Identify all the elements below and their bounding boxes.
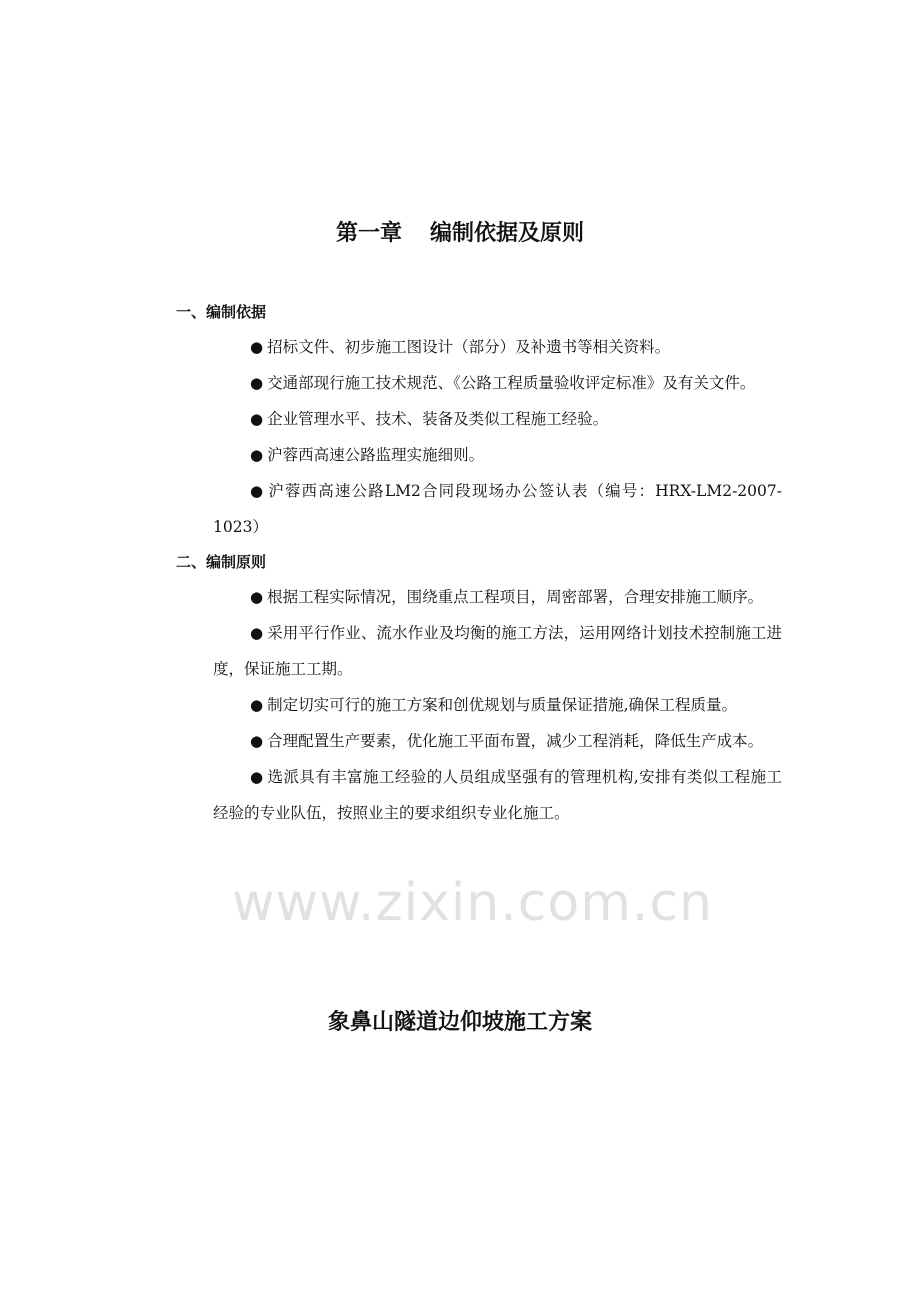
list-item: ● 合理配置生产要素，优化施工平面布置，减少工程消耗，降低生产成本。 (250, 732, 764, 750)
chapter-title (0, 216, 920, 252)
bullet-icon: ● (250, 338, 264, 356)
bullet-icon: ● (250, 374, 264, 392)
list-item: ● 沪蓉西高速公路监理实施细则。 (250, 446, 485, 464)
bullet-icon: ● (250, 768, 264, 786)
list-item: ● 交通部现行施工技术规范、《公路工程质量验收评定标准》及有关文件。 (250, 374, 756, 392)
list-item: ● 选派具有丰富施工经验的人员组成坚强有的管理机构,安排有类似工程施工经验的专业队伍，按照业主的要求组织专业化施工。 (213, 768, 782, 822)
list-item: ● 沪蓉西高速公路LM2合同段现场办公签认表（编号：HRX-LM2-2007-1023） (213, 482, 782, 536)
bullet-icon: ● (250, 446, 264, 464)
document-title: 象鼻山隧道边仰坡施工方案 (327, 1010, 592, 1035)
chapter-name: 编制依据及原则 (430, 221, 585, 246)
bullet-icon: ● (250, 410, 264, 428)
section-heading: 二、编制原则 (176, 553, 267, 571)
list-item: ● 制定切实可行的施工方案和创优规划与质量保证措施,确保工程质量。 (250, 696, 738, 714)
list-item: ● 招标文件、初步施工图设计（部分）及补遗书等相关资料。 (250, 338, 671, 356)
bullet-icon: ● (250, 624, 264, 642)
chapter-number: 第一章 (335, 221, 402, 246)
bullet-icon: ● (250, 732, 264, 750)
section-heading: 一、编制依据 (176, 303, 267, 321)
list-item: ● 根据工程实际情况，围绕重点工程项目，周密部署，合理安排施工顺序。 (250, 588, 764, 606)
list-item: ● 采用平行作业、流水作业及均衡的施工方法，运用网络计划技术控制施工进度，保证施工工期。 (213, 624, 782, 678)
bullet-icon: ● (250, 696, 264, 714)
watermark: www.zixin.com.cn (232, 873, 713, 933)
list-item: ● 企业管理水平、技术、装备及类似工程施工经验。 (250, 410, 609, 428)
bullet-icon: ● (250, 588, 264, 606)
bullet-icon: ● (250, 482, 265, 500)
